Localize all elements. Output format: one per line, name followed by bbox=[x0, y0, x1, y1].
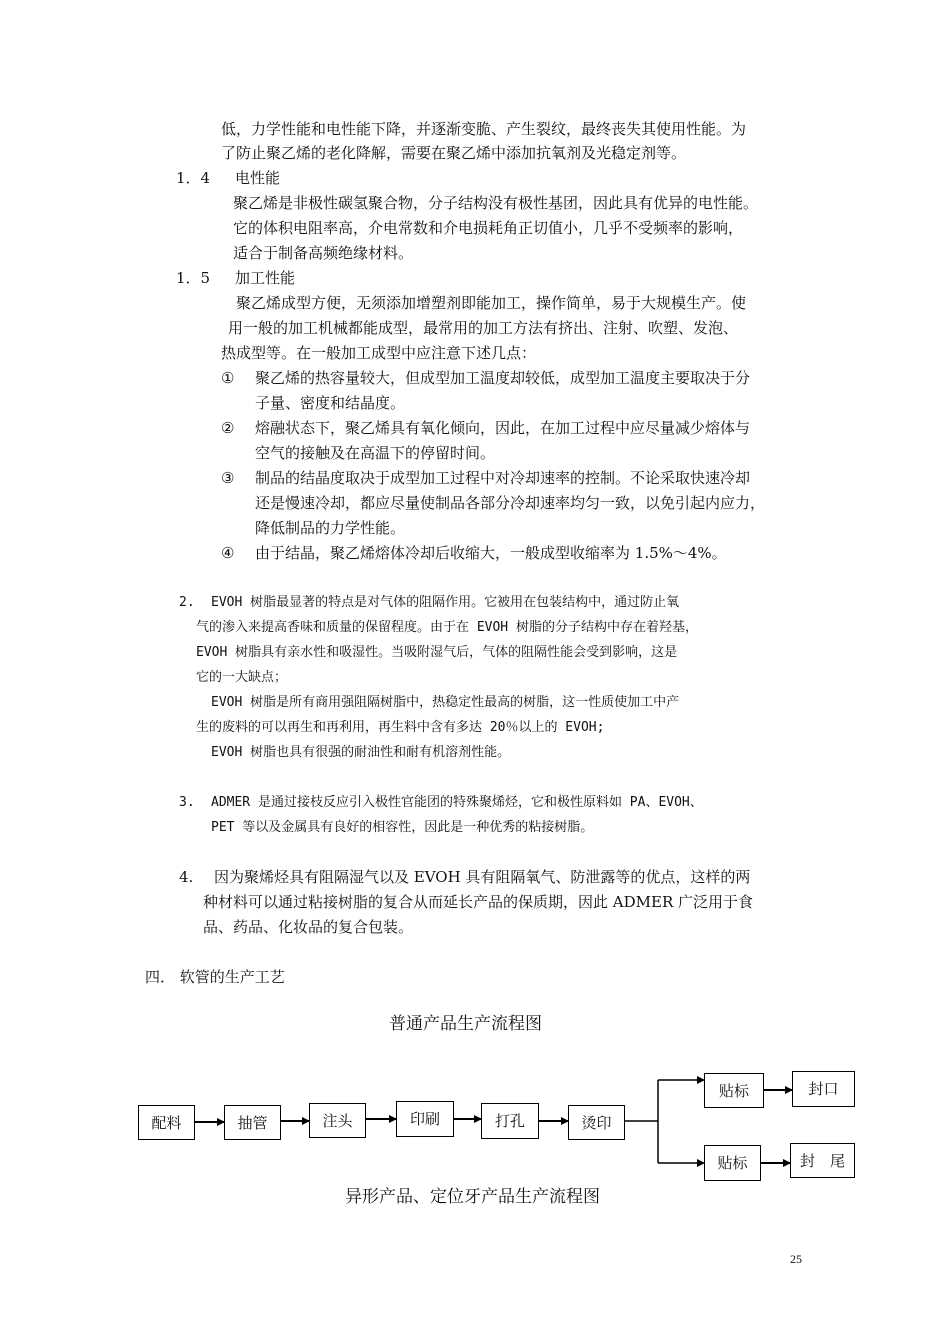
item-line: 气的渗入来提高香味和质量的保留程度。由于在 EVOH 树脂的分子结构中存在着羟基， bbox=[196, 620, 698, 635]
point-line: 聚乙烯的热容量较大，但成型加工温度却较低，成型加工温度主要取决于分 bbox=[255, 369, 751, 387]
point-line: 子量、密度和结晶度。 bbox=[255, 394, 406, 412]
section-number: 1．4 bbox=[176, 169, 211, 187]
item-line: 因为聚烯烃具有阻隔湿气以及 EVOH 具有阻隔氧气、防泄露等的优点，这样的两 bbox=[214, 868, 751, 886]
page-number: 25 bbox=[790, 1252, 802, 1266]
section-title: 电性能 bbox=[235, 169, 281, 187]
para-line: 适合于制备高频绝缘材料。 bbox=[233, 244, 414, 262]
item-line: 品、药品、化妆品的复合包装。 bbox=[203, 918, 414, 936]
flowchart-title: 异形产品、定位牙产品生产流程图 bbox=[345, 1187, 600, 1207]
flow-step-labeling: 贴标 bbox=[704, 1073, 764, 1108]
section-title: 加工性能 bbox=[235, 269, 296, 287]
section-number: 1．5 bbox=[176, 269, 211, 287]
para-line: 了防止聚乙烯的老化降解，需要在聚乙烯中添加抗氧剂及光稳定剂等。 bbox=[221, 144, 687, 162]
item-line: EVOH 树脂最显著的特点是对气体的阻隔作用。它被用在包装结构中，通过防止氧 bbox=[211, 595, 680, 610]
para-line: 用一般的加工机械都能成型，最常用的加工方法有挤出、注射、吹塑、发泡、 bbox=[228, 319, 739, 337]
para-line: 它的体积电阻率高，介电常数和介电损耗角正切值小，几乎不受频率的影响， bbox=[233, 219, 744, 237]
flow-step-punching: 打孔 bbox=[481, 1103, 539, 1139]
item-line: ADMER 是通过接枝反应引入极性官能团的特殊聚烯烃，它和极性原料如 PA、EVOH、 bbox=[211, 795, 703, 810]
flow-step-hot-stamping: 烫印 bbox=[568, 1105, 625, 1140]
flow-step-heading: 注头 bbox=[309, 1103, 366, 1138]
flow-step-labeling: 贴标 bbox=[704, 1145, 761, 1181]
flow-step-tube-drawing: 抽管 bbox=[224, 1105, 281, 1140]
point-line: 降低制品的力学性能。 bbox=[255, 519, 406, 537]
para-line: 聚乙烯成型方便，无须添加增塑剂即能加工，操作简单，易于大规模生产。使 bbox=[236, 294, 747, 312]
flow-step-batching: 配料 bbox=[138, 1105, 195, 1140]
item-line: PET 等以及金属具有良好的相容性，因此是一种优秀的粘接树脂。 bbox=[211, 820, 594, 835]
item-line: EVOH 树脂具有亲水性和吸湿性。当吸附湿气后，气体的阻隔性能会受到影响，这是 bbox=[196, 645, 678, 660]
point-line: 熔融状态下，聚乙烯具有氧化倾向，因此，在加工过程中应尽量减少熔体与 bbox=[255, 419, 751, 437]
point-marker: ② bbox=[221, 419, 235, 437]
para-line: 聚乙烯是非极性碳氢聚合物，分子结构没有极性基团，因此具有优异的电性能。 bbox=[233, 194, 759, 212]
item-line: 生的废料的可以再生和再利用，再生料中含有多达 20％以上的 EVOH; bbox=[196, 720, 605, 735]
item-number: 2. bbox=[179, 595, 195, 610]
para-line: 低，力学性能和电性能下降，并逐渐变脆、产生裂纹，最终丧失其使用性能。为 bbox=[221, 120, 747, 138]
item-line: EVOH 树脂是所有商用强阻隔树脂中，热稳定性最高的树脂，这一性质使加工中产 bbox=[211, 695, 680, 710]
flowchart-title: 普通产品生产流程图 bbox=[389, 1014, 542, 1034]
point-line: 由于结晶，聚乙烯熔体冷却后收缩大，一般成型收缩率为 1.5%～4%。 bbox=[255, 544, 727, 562]
flow-step-printing: 印刷 bbox=[396, 1101, 454, 1137]
point-line: 制品的结晶度取决于成型加工过程中对冷却速率的控制。不论采取快速冷却 bbox=[255, 469, 751, 487]
flow-step-tail-sealing: 封 尾 bbox=[790, 1143, 855, 1178]
point-marker: ① bbox=[221, 369, 235, 387]
item-line: 种材料可以通过粘接树脂的复合从而延长产品的保质期，因此 ADMER 广泛用于食 bbox=[203, 893, 754, 911]
item-number: 3. bbox=[179, 795, 195, 810]
point-line: 空气的接触及在高温下的停留时间。 bbox=[255, 444, 496, 462]
item-number: 4. bbox=[179, 868, 194, 886]
item-line: EVOH 树脂也具有很强的耐油性和耐有机溶剂性能。 bbox=[211, 745, 511, 760]
point-marker: ③ bbox=[221, 469, 235, 487]
section-heading: 四． 软管的生产工艺 bbox=[145, 968, 285, 986]
item-line: 它的一大缺点； bbox=[196, 670, 288, 685]
flow-step-capping: 封口 bbox=[792, 1071, 855, 1107]
para-line: 热成型等。在一般加工成型中应注意下述几点： bbox=[221, 344, 537, 362]
point-marker: ④ bbox=[221, 544, 235, 562]
point-line: 还是慢速冷却，都应尽量使制品各部分冷却速率均匀一致，以免引起内应力， bbox=[255, 494, 766, 512]
